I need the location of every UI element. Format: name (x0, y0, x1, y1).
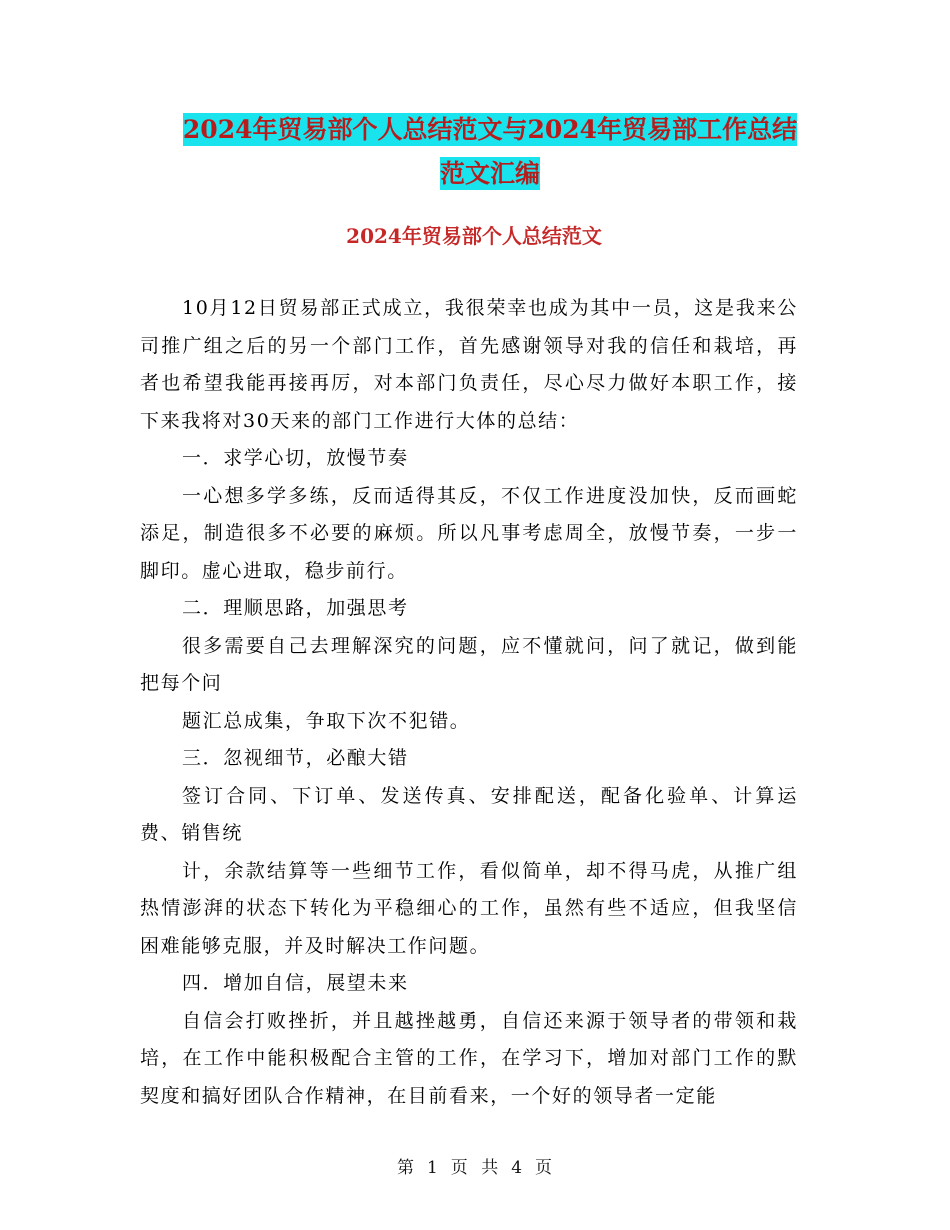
footer-label-page: 第 (396, 1158, 415, 1178)
heading-point-2: 二．理顺思路，加强思考 (182, 597, 409, 619)
paragraph-point-2-a: 很多需要自己去理解深究的问题，应不懂就问，问了就记，做到能把每个问 (140, 634, 798, 694)
paragraph-point-3-b: 计，余款结算等一些细节工作，看似简单，却不得马虎，从推广组热情澎湃的状态下转化为平稳细心的工作，虽然有些不适应，但我坚信困难能够克服，并及时解决工作问题。 (140, 859, 798, 957)
page-footer (0, 1153, 950, 1178)
paragraph-point-4: 自信会打败挫折，并且越挫越勇，自信还来源于领导者的带领和栽培，在工作中能积极配合主管的工作，在学习下，增加对部门工作的默契度和搞好团队合作精神，在目前看来，一个好的领导者一定能 (140, 1009, 798, 1107)
footer-label-total: 共 (481, 1158, 500, 1178)
paragraph-point-3-a: 签订合同、下订单、发送传真、安排配送，配备化验单、计算运费、销售统 (140, 784, 798, 844)
document-title-line-2: 范文汇编 (439, 159, 540, 188)
document-title (150, 108, 830, 196)
footer-page-number: 1 (426, 1158, 439, 1178)
footer-total-pages: 4 (511, 1158, 524, 1178)
paragraph-point-1: 一心想多学多练，反而适得其反，不仅工作进度没加快，反而画蛇添足，制造很多不必要的麻烦。所以凡事考虑周全，放慢节奏，一步一脚印。虚心进取，稳步前行。 (140, 484, 798, 582)
heading-point-4: 四．增加自信，展望未来 (182, 972, 409, 994)
paragraph-intro: 10月12日贸易部正式成立，我很荣幸也成为其中一员，这是我来公司推广组之后的另一个部门工作，首先感谢领导对我的信任和栽培，再者也希望我能再接再厉，对本部门负责任，尽心尽力做好本职工作，接下来我将对30天来的部门工作进行大体的总结： (140, 297, 798, 432)
paragraph-point-2-b: 题汇总成集，争取下次不犯错。 (182, 709, 471, 732)
heading-point-1: 一．求学心切，放慢节奏 (182, 447, 409, 469)
footer-label-total-unit: 页 (535, 1158, 554, 1178)
heading-point-3: 三．忽视细节，必酿大错 (182, 747, 409, 769)
document-title-line-1: 2024年贸易部个人总结范文与2024年贸易部工作总结 (182, 115, 798, 144)
document-body (140, 290, 798, 1115)
footer-label-page-unit: 页 (450, 1158, 469, 1178)
section-title: 2024年贸易部个人总结范文 (346, 224, 602, 248)
